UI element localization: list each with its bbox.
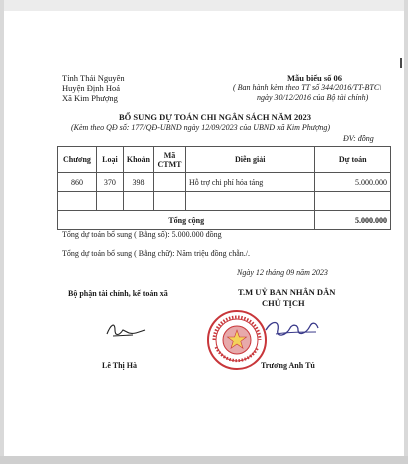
document-subtitle: (Kèm theo QĐ số: 177/QĐ-UBND ngày 12/09/2023 của UBND xã Kim Phượng)	[71, 123, 331, 132]
total-in-numbers: Tổng dự toán bổ sung ( Bằng số): 5.000.000 đồng	[62, 230, 222, 239]
window-bottom-bar	[0, 456, 408, 464]
accounting-title: Bộ phận tài chính, kế toán xã	[68, 289, 168, 298]
table-header-row	[58, 147, 391, 173]
unit-label: ĐV: đồng	[343, 134, 374, 143]
col-header-dien-giai: Diễn giải	[185, 147, 315, 173]
province-label: Tỉnh Thái Nguyên	[62, 73, 125, 83]
district-label: Huyện Định Hoá	[62, 83, 121, 93]
col-header-du-toan: Dự toán	[315, 147, 391, 173]
col-header-chuong: Chương	[58, 147, 97, 173]
col-header-khoan: Khoản	[123, 147, 153, 173]
total-value: 5.000.000	[315, 211, 391, 230]
document-title: BỔ SUNG DỰ TOÁN CHI NGÂN SÁCH NĂM 2023	[119, 112, 312, 122]
table-row	[58, 173, 391, 192]
accountant-name: Lê Thị Hà	[102, 361, 137, 370]
form-note-line-2: ngày 30/12/2016 của Bộ tài chính)	[257, 93, 369, 102]
table-total-row	[58, 211, 391, 230]
chairman-name: Trương Anh Tú	[261, 361, 315, 370]
col-header-loai: Loại	[96, 147, 123, 173]
cell-chuong: 860	[58, 173, 97, 192]
official-stamp	[206, 309, 268, 371]
total-in-words: Tổng dự toán bổ sung ( Bằng chữ): Năm triệu đồng chẵn./.	[62, 249, 250, 258]
window-right-border	[404, 0, 408, 464]
commune-label: Xã Kim Phượng	[62, 93, 118, 103]
form-number: Mẫu biểu số 06	[287, 73, 343, 83]
date-line: Ngày 12 tháng 09 năm 2023	[237, 268, 328, 277]
form-note-line-1: ( Ban hành kèm theo TT số 344/2016/TT-BTC\	[233, 83, 382, 92]
chairman-title: CHỦ TỊCH	[262, 298, 305, 308]
cell-ma-ctmt	[154, 173, 186, 192]
table-empty-row	[58, 192, 391, 211]
window-left-border	[0, 0, 4, 464]
accountant-signature	[103, 318, 149, 340]
scrollbar-thumb[interactable]	[400, 58, 402, 68]
budget-table	[57, 146, 391, 230]
cell-loai: 370	[96, 173, 123, 192]
col-header-ma-ctmt: Mã CTMT	[154, 147, 186, 173]
cell-du-toan: 5.000.000	[315, 173, 391, 192]
chairman-signature	[262, 316, 322, 342]
total-label: Tổng cộng	[58, 211, 315, 230]
window-top-bar	[0, 0, 408, 11]
cell-khoan: 398	[123, 173, 153, 192]
committee-title: T.M UỶ BAN NHÂN DÂN	[238, 287, 336, 297]
cell-dien-giai: Hỗ trợ chi phí hỏa táng	[185, 173, 315, 192]
